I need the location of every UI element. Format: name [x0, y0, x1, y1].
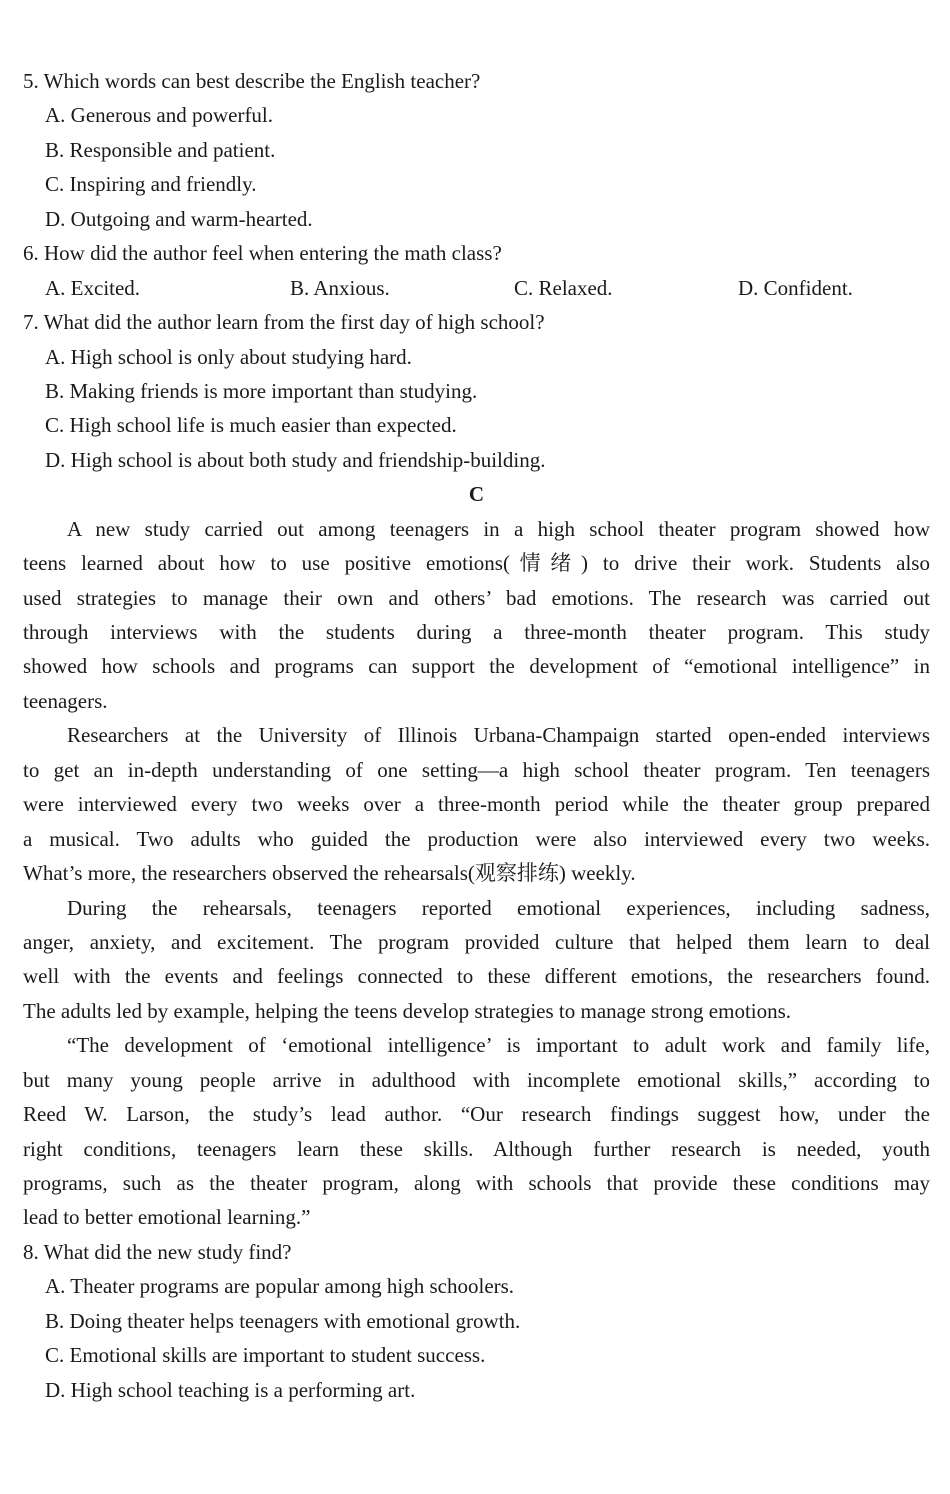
question-5-stem: 5. Which words can best describe the English teacher?: [23, 69, 481, 93]
passage-line: lead to better emotional learning.”: [23, 1205, 311, 1230]
q6-options-row: [23, 271, 930, 305]
passage-line: Reed W. Larson, the study’s lead author. “Our research findings suggest how, under the: [23, 1102, 930, 1127]
q5-option-b: B. Responsible and patient.: [45, 137, 276, 162]
passage-line: were interviewed every two weeks over a three-month period while the theater group prepared: [23, 792, 930, 817]
passage-line: teens learned about how to use positive emotions(情绪) to drive their work. Students also: [23, 551, 930, 576]
q8-option-d: D. High school teaching is a performing art.: [45, 1377, 416, 1402]
passage-paragraph-1: [23, 512, 930, 719]
q8-option-c: C. Emotional skills are important to student success.: [45, 1343, 486, 1368]
q6-option-c: C. Relaxed.: [514, 275, 613, 300]
question-7-stem: 7. What did the author learn from the first day of high school?: [23, 310, 545, 335]
passage-line: teenagers.: [23, 688, 108, 713]
passage-line: anger, anxiety, and excitement. The program provided culture that helped them learn to deal: [23, 929, 930, 954]
q5-option-a: A. Generous and powerful.: [45, 103, 274, 128]
passage-paragraph-4: [23, 1028, 930, 1235]
passage-line: During the rehearsals, teenagers reported emotional experiences, including sadness,: [67, 895, 930, 920]
question-6-stem: 6. How did the author feel when entering the math class?: [23, 241, 502, 266]
q6-option-a: A. Excited.: [45, 275, 141, 300]
passage-line: What’s more, the researchers observed the rehearsals(观察排练) weekly.: [23, 861, 636, 886]
q7-option-a: A. High school is only about studying hard.: [45, 344, 412, 369]
passage-line: a musical. Two adults who guided the production were also interviewed every two weeks.: [23, 826, 930, 851]
passage-line: The adults led by example, helping the teens develop strategies to manage strong emotions.: [23, 998, 792, 1023]
q7-option-c: C. High school life is much easier than expected.: [45, 413, 457, 438]
passage-line: Researchers at the University of Illinois Urbana-Champaign started open-ended interviews: [67, 723, 930, 748]
q7-option-d: D. High school is about both study and friendship-building.: [45, 447, 546, 472]
passage-line: well with the events and feelings connected to these different emotions, the researchers found.: [23, 964, 930, 989]
q6-option-b: B. Anxious.: [290, 275, 390, 300]
passage-paragraph-2: [23, 718, 930, 890]
q5-option-d: D. Outgoing and warm-hearted.: [45, 206, 313, 231]
q8-option-a: A. Theater programs are popular among high schoolers.: [45, 1274, 515, 1299]
section-title: C: [468, 482, 485, 507]
passage-line: used strategies to manage their own and others’ bad emotions. The research was carried out: [23, 585, 930, 610]
passage-line: to get an in-depth understanding of one setting—a high school theater program. Ten teenagers: [23, 757, 930, 782]
passage-line: but many young people arrive in adulthood with incomplete emotional skills,” according to: [23, 1067, 930, 1092]
passage-line: showed how schools and programs can support the development of “emotional intelligence” in: [23, 654, 930, 679]
passage-line: programs, such as the theater program, along with schools that provide these conditions may: [23, 1171, 930, 1195]
passage-paragraph-3: [23, 891, 930, 1029]
exam-page: [23, 64, 930, 1407]
question-8-stem: 8. What did the new study find?: [23, 1239, 292, 1264]
q7-option-b: B. Making friends is more important than studying.: [45, 378, 478, 403]
q8-option-b: B. Doing theater helps teenagers with emotional growth.: [45, 1308, 521, 1333]
passage-line: right conditions, teenagers learn these skills. Although further research is needed, youth: [23, 1136, 930, 1161]
passage-line: “The development of ‘emotional intelligence’ is important to adult work and family life,: [67, 1033, 930, 1058]
q5-option-c: C. Inspiring and friendly.: [45, 172, 257, 197]
passage-line: through interviews with the students during a three-month theater program. This study: [23, 620, 930, 644]
passage-line: A new study carried out among teenagers in a high school theater program showed how: [67, 516, 930, 541]
q6-option-d: D. Confident.: [738, 275, 853, 300]
